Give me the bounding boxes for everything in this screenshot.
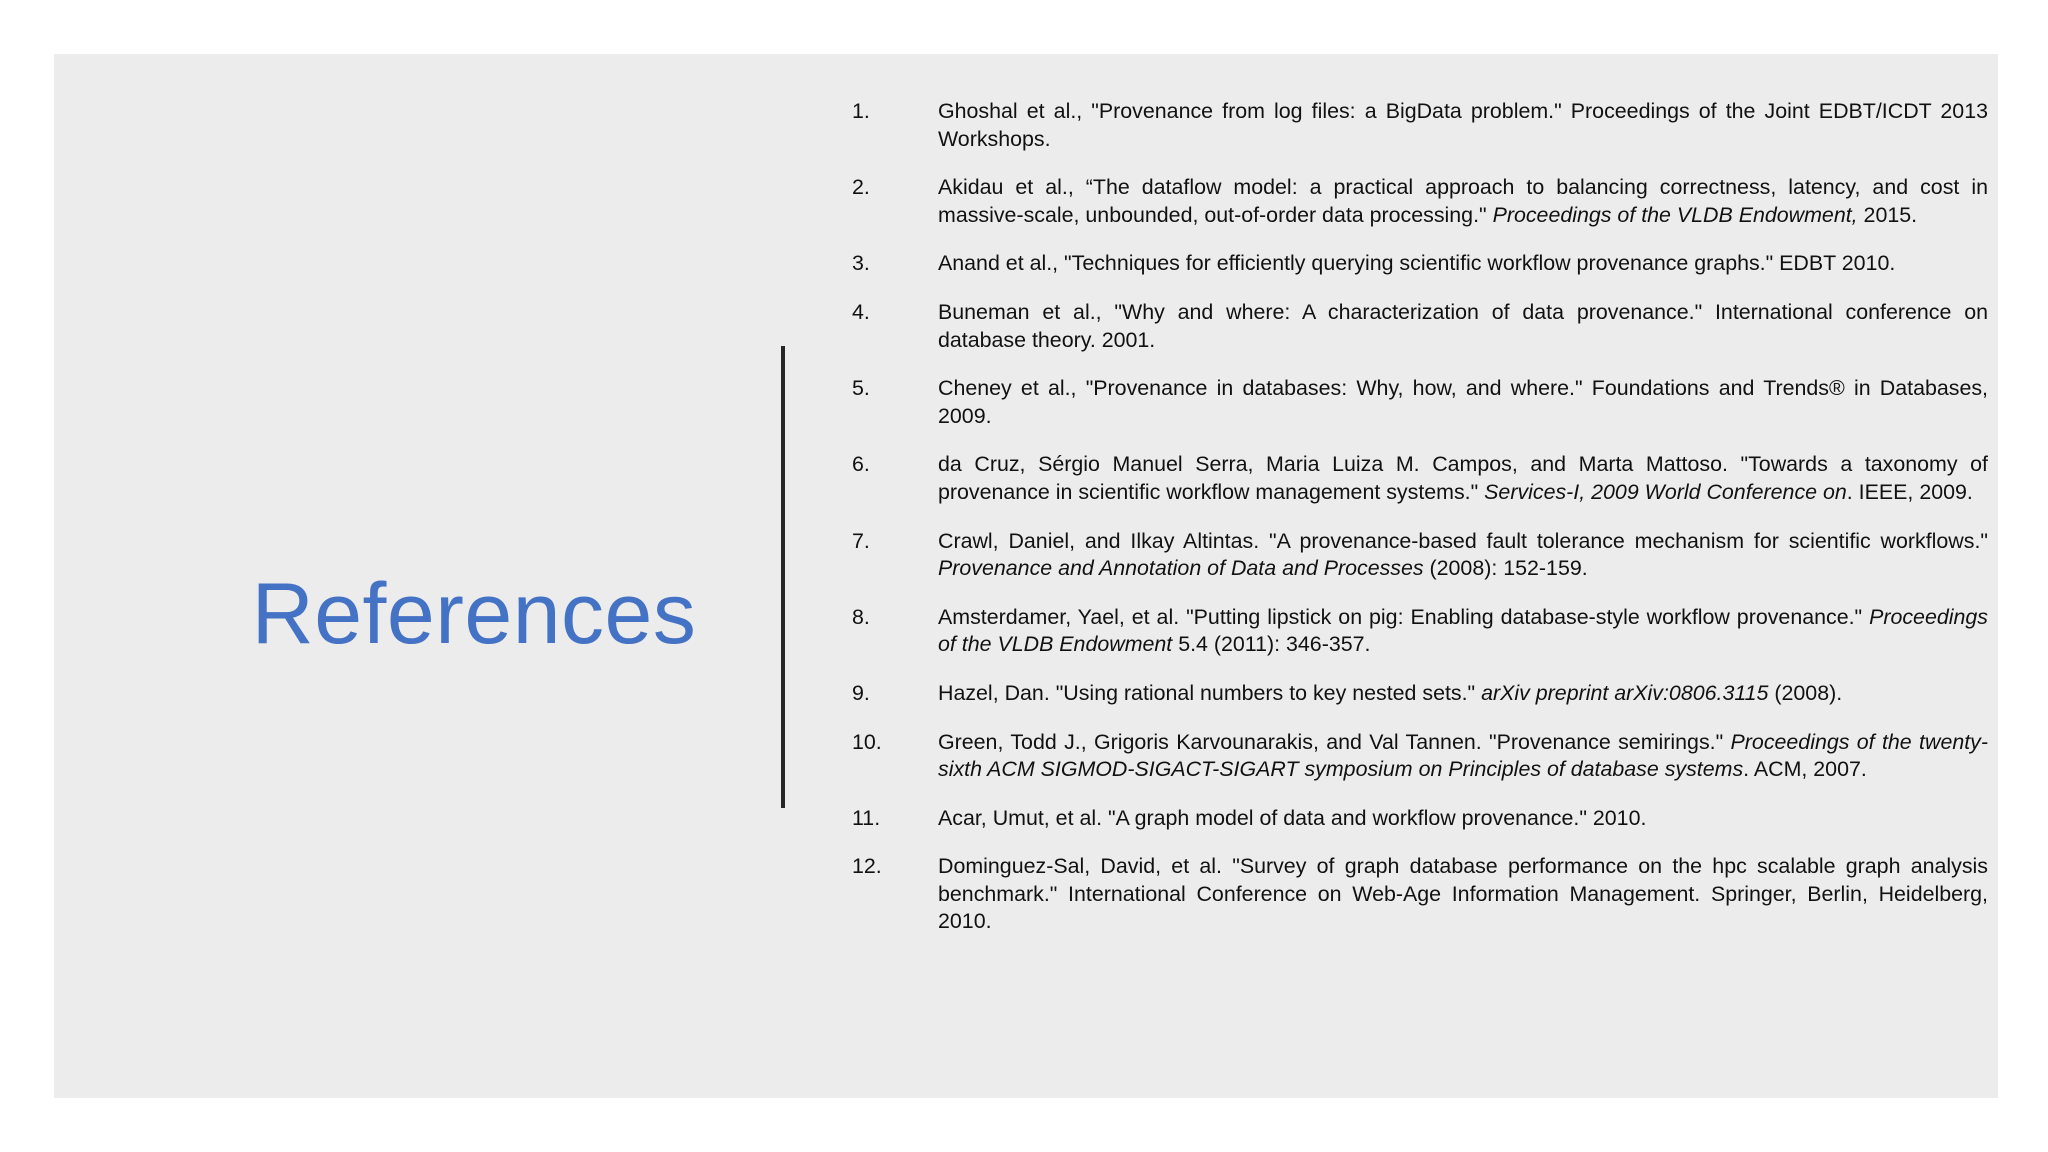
reference-number: 5. [852, 376, 870, 401]
reference-text-segment: Crawl, Daniel, and Ilkay Altintas. "A provenance-based fault tolerance mechanism for scientific workflows." [938, 528, 1988, 553]
reference-item [852, 729, 1988, 784]
reference-item [852, 805, 1988, 833]
slide [54, 54, 1998, 1098]
reference-text [938, 730, 1988, 782]
reference-text-segment: Anand et al., "Techniques for efficiently querying scientific workflow provenance graphs." EDBT 2010. [938, 251, 1896, 276]
reference-item [852, 250, 1988, 278]
reference-text-segment: (2008). [1768, 680, 1843, 705]
reference-text-segment: (2008): 152-159. [1423, 556, 1588, 581]
reference-text [938, 806, 1646, 830]
reference-venue-italic: Proceedings of the twenty-sixth ACM SIGMOD-SIGACT-SIGART symposium on Principles of database systems [938, 729, 1988, 782]
reference-text-segment: 2015. [1857, 202, 1918, 227]
reference-number: 7. [852, 528, 870, 553]
reference-item [852, 680, 1988, 708]
reference-item [852, 174, 1988, 229]
reference-number: 10. [852, 729, 882, 754]
reference-venue-italic: arXiv preprint arXiv:0806.3115 [1481, 680, 1769, 705]
reference-item [852, 604, 1988, 659]
reference-text-segment: Green, Todd J., Grigoris Karvounarakis, and Val Tannen. "Provenance semirings." [938, 729, 1731, 754]
reference-text [938, 175, 1988, 227]
reference-text-segment: Buneman et al., "Why and where: A characterization of data provenance." International conference on database theory. 2001. [938, 299, 1988, 352]
reference-number: 12. [852, 854, 882, 879]
reference-text-segment: Dominguez-Sal, David, et al. "Survey of graph database performance on the hpc scalable graph analysis benchmark." International Conference on Web-Age Information Management. Springer, Berlin, Heidelberg, 2010. [938, 854, 1988, 934]
reference-list [852, 98, 1988, 957]
reference-text [938, 854, 1988, 933]
reference-item [852, 853, 1988, 936]
reference-number: 11. [852, 805, 881, 830]
reference-item [852, 451, 1988, 506]
reference-text-segment: Cheney et al., "Provenance in databases: Why, how, and where." Foundations and Trends® in Databases, 2009. [938, 376, 1988, 428]
reference-text-segment: da Cruz, Sérgio Manuel Serra, Maria Luiza M. Campos, and Marta Mattoso. "Towards a taxonomy of provenance in scientific workflow management systems." [938, 452, 1988, 504]
reference-number: 6. [852, 452, 870, 477]
reference-text [938, 376, 1988, 428]
reference-venue-italic: Services-I, 2009 World Conference on [1484, 479, 1847, 504]
reference-text-segment: Akidau et al., “The dataflow model: a practical approach to balancing correctness, latency, and cost in massive-scale, unbounded, out-of-order data processing." [938, 175, 1988, 227]
reference-item [852, 375, 1988, 430]
reference-number: 2. [852, 175, 870, 200]
reference-text [938, 452, 1988, 504]
reference-item [852, 528, 1988, 583]
vertical-divider [781, 346, 785, 808]
reference-number: 3. [852, 251, 870, 276]
reference-text-segment: Acar, Umut, et al. "A graph model of data and workflow provenance." 2010. [938, 805, 1647, 830]
reference-venue-italic: Proceedings of the VLDB Endowment [938, 604, 1988, 657]
reference-text-segment: 5.4 (2011): 346-357. [1172, 632, 1371, 657]
reference-venue-italic: Provenance and Annotation of Data and Processes [938, 556, 1424, 581]
reference-text [938, 300, 1988, 352]
reference-text-segment: . IEEE, 2009. [1846, 479, 1973, 504]
reference-text [938, 251, 1895, 275]
reference-venue-italic: Proceedings of the VLDB Endowment, [1492, 202, 1858, 227]
reference-text-segment: Amsterdamer, Yael, et al. "Putting lipstick on pig: Enabling database-style workflow provenance." [938, 604, 1870, 629]
reference-item [852, 299, 1988, 354]
reference-number: 8. [852, 604, 870, 629]
reference-text-segment: Ghoshal et al., "Provenance from log files: a BigData problem." Proceedings of the Joint EDBT/ICDT 2013 Workshops. [938, 99, 1988, 151]
reference-number: 1. [852, 99, 870, 123]
reference-item [852, 98, 1988, 153]
slide-title: References [251, 566, 697, 662]
reference-text-segment: Hazel, Dan. "Using rational numbers to key nested sets." [938, 680, 1482, 705]
reference-text [938, 605, 1988, 657]
reference-number: 4. [852, 299, 870, 324]
reference-text [938, 681, 1842, 705]
reference-text [938, 99, 1988, 151]
reference-text [938, 529, 1988, 581]
reference-number: 9. [852, 680, 870, 705]
reference-text-segment: . ACM, 2007. [1743, 757, 1867, 782]
